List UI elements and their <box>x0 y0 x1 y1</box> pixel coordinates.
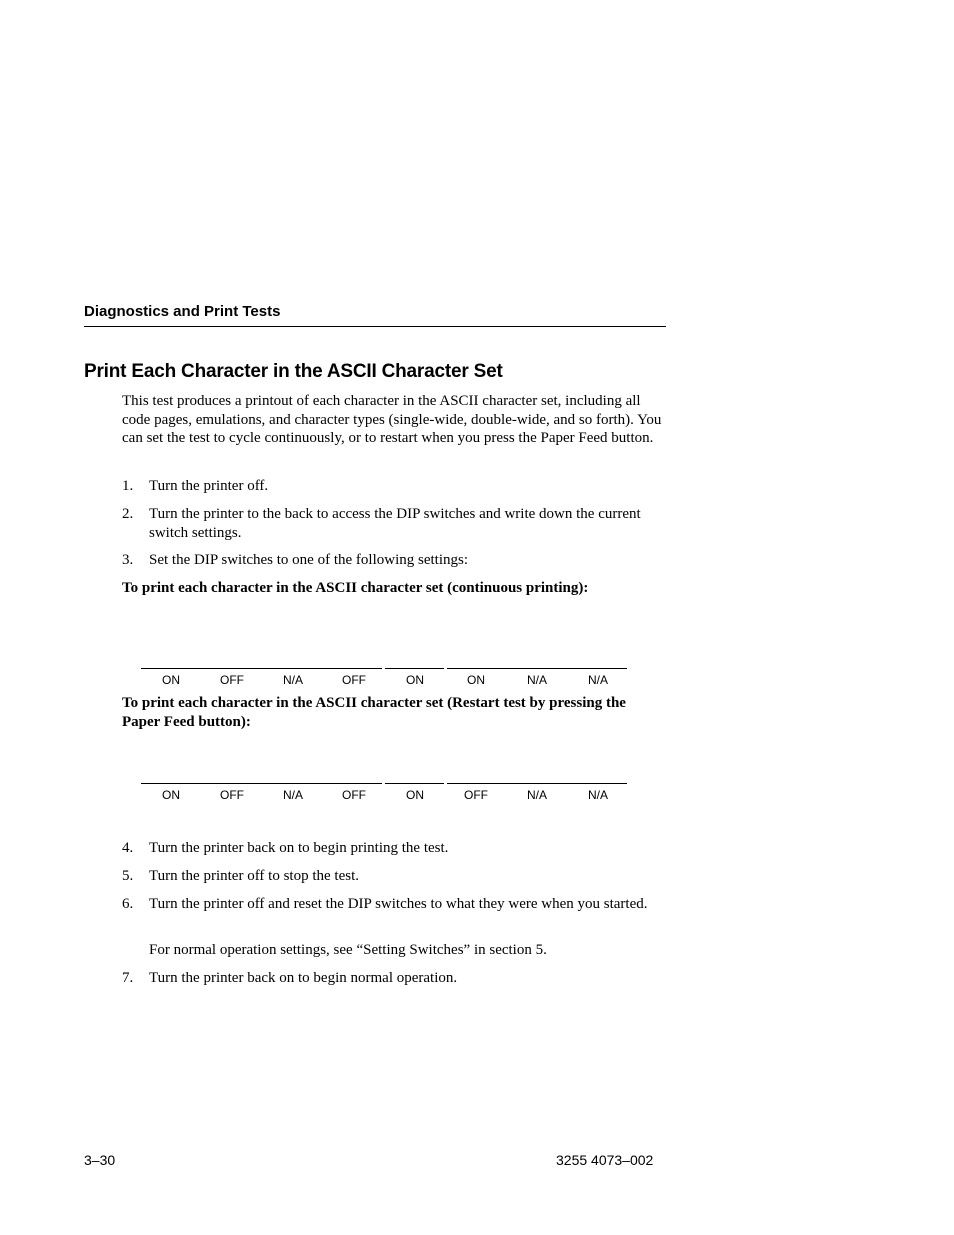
header-rule <box>84 326 666 327</box>
table-rule <box>447 783 627 784</box>
switch-1-setting: ON <box>162 673 180 687</box>
running-head: Diagnostics and Print Tests <box>84 303 281 320</box>
table1-caption: To print each character in the ASCII character set (continuous printing): <box>122 580 589 596</box>
step-text: Turn the printer to the back to access the DIP switches and write down the current switch settings. <box>149 506 641 541</box>
step-text: Turn the printer off. <box>149 478 269 494</box>
table-rule <box>141 668 382 669</box>
table-rule <box>447 668 627 669</box>
switch-8-setting: N/A <box>587 673 608 687</box>
normal-settings-note: For normal operation settings, see “Setting Switches” in section 5. <box>149 942 547 958</box>
document-number: 3255 4073–002 <box>556 1152 654 1168</box>
step-number: 3. <box>122 552 134 568</box>
switch-6-setting: OFF <box>464 788 488 802</box>
step-text: Turn the printer back on to begin printing the test. <box>149 840 449 856</box>
step-number: 2. <box>122 506 134 522</box>
switch-5-setting: ON <box>406 673 424 687</box>
step-text: Turn the printer back on to begin normal operation. <box>149 970 458 986</box>
switch-2-setting: OFF <box>220 673 244 687</box>
page-number: 3–30 <box>84 1152 116 1168</box>
switch-2-setting: OFF <box>220 788 244 802</box>
dip-switch-table-continuous <box>141 668 627 690</box>
table2-caption: To print each character in the ASCII character set (Restart test by pressing the Paper Feed button): <box>122 695 626 730</box>
switch-4-setting: OFF <box>342 788 366 802</box>
switch-5-setting: ON <box>406 788 424 802</box>
dip-switch-table-restart <box>141 783 627 805</box>
table-rule <box>141 783 382 784</box>
intro-paragraph: This test produces a printout of each character in the ASCII character set, including all code pages, emulations, and character types (single-wide, double-wide, and so forth). You can set the test to cycle continuously, or to restart when you press the Paper Feed button. <box>122 393 662 447</box>
switch-1-setting: ON <box>162 788 180 802</box>
step-text: Turn the printer off and reset the DIP switches to what they were when you started. <box>149 896 648 912</box>
step-number: 5. <box>122 868 134 884</box>
table-rule <box>385 668 444 669</box>
step-number: 7. <box>122 970 134 986</box>
switch-7-setting: N/A <box>526 788 547 802</box>
switch-6-setting: ON <box>467 673 485 687</box>
switch-8-setting: N/A <box>587 788 608 802</box>
switch-3-setting: N/A <box>282 673 303 687</box>
step-text: Set the DIP switches to one of the following settings: <box>149 552 468 568</box>
section-title: Print Each Character in the ASCII Character Set <box>84 361 503 382</box>
switch-7-setting: N/A <box>526 673 547 687</box>
step-number: 1. <box>122 478 134 494</box>
step-number: 6. <box>122 896 134 912</box>
switch-3-setting: N/A <box>282 788 303 802</box>
step-text: Turn the printer off to stop the test. <box>149 868 359 884</box>
table-rule <box>385 783 444 784</box>
step-number: 4. <box>122 840 134 856</box>
switch-4-setting: OFF <box>342 673 366 687</box>
